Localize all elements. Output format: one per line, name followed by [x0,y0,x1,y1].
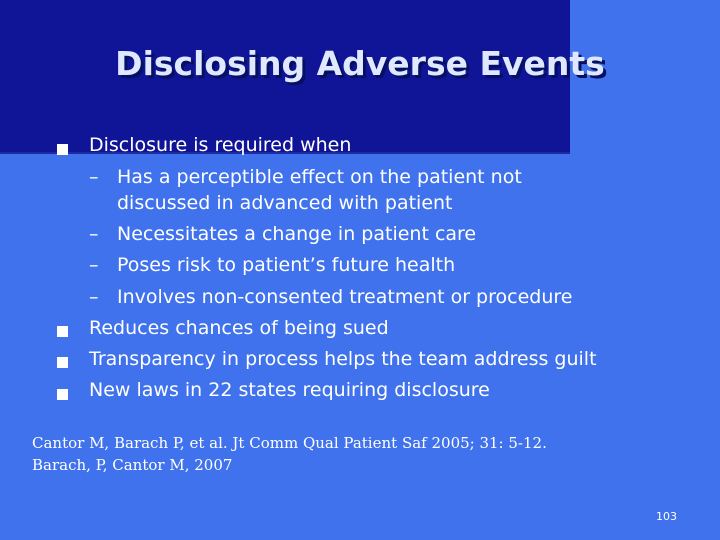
sub-item-text: Poses risk to patient’s future health [117,254,456,276]
sub-item-text: Necessitates a change in patient care [117,223,477,245]
sub-item-text: Involves non-consented treatment or procedure [117,286,573,308]
square-bullet-icon [57,326,68,337]
page-number: 103 [656,510,677,523]
bullet-text: Disclosure is required when [89,134,352,156]
bullet-text: Transparency in process helps the team address guilt [89,348,597,370]
square-bullet-icon [57,389,68,400]
citation-line: Barach, P, Cantor M, 2007 [32,456,233,474]
dash-marker-icon: – [89,254,99,276]
bullet-text: Reduces chances of being sued [89,317,389,339]
dash-marker-icon: – [89,286,99,308]
dash-marker-icon: – [89,166,99,188]
sub-item-text-continued: discussed in advanced with patient [117,192,453,214]
sub-item-text: Has a perceptible effect on the patient not [117,166,522,188]
square-bullet-icon [57,357,68,368]
citation-line: Cantor M, Barach P, et al. Jt Comm Qual Patient Saf 2005; 31: 5-12. [32,434,547,452]
bullet-text: New laws in 22 states requiring disclosure [89,379,490,401]
square-bullet-icon [57,144,68,155]
citation [32,432,547,476]
slide-title: Disclosing Adverse Events [115,44,605,83]
dash-marker-icon: – [89,223,99,245]
